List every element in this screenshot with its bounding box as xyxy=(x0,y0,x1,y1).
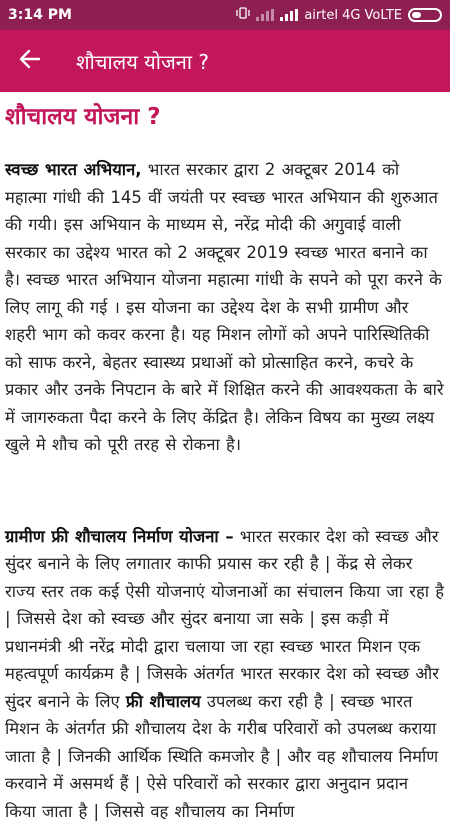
paragraph-lead: ग्रामीण फ्री शौचालय निर्माण योजना – xyxy=(5,527,234,546)
arrow-left-icon xyxy=(19,49,41,73)
app-bar xyxy=(0,30,450,92)
paragraph-lead: स्वच्छ भारत अभियान, xyxy=(5,160,142,179)
status-bar xyxy=(0,0,450,30)
battery-icon xyxy=(408,8,442,22)
paragraph-swachh-bharat xyxy=(5,156,444,459)
vibrate-icon xyxy=(236,7,250,23)
signal-sim2-icon xyxy=(280,9,298,21)
article-title: शौचालय योजना ? xyxy=(5,100,444,134)
carrier-label: airtel 4G VoLTE xyxy=(304,8,402,23)
page-title: शौचालय योजना ? xyxy=(76,48,209,75)
signal-sim1-icon xyxy=(256,9,274,21)
paragraph-bold-term: फ्री शौचालय xyxy=(126,692,201,711)
paragraph-body: भारत सरकार देश को स्वच्छ और सुंदर बनाने के लिए लगातार काफी प्रयास कर रही है | केंद्र से लेकर राज्य स्तर तक कई ऐसी योजनाएं योजनाओं का संचालन किया जा रहा है | जिससे देश को स्वच्छ और सुंदर बनाया जा सके | इस कड़ी में प्रधानमंत्री श्री नरेंद्र मोदी द्वारा चलाया जा रहा स्वच्छ भारत मिशन एक महत्वपूर्ण कार्यक्रम है | जिसके अंतर्गत भारत सरकार देश को स्वच्छ और सुंदर बनाने के लिए xyxy=(5,527,444,711)
paragraph-body: भारत सरकार द्वारा 2 अक्टूबर 2014 को महात्मा गांधी की 145 वीं जयंती पर स्वच्छ भारत अभियान की शुरुआत की गयी। इस अभियान के माध्यम से, नरेंद्र मोदी की अगुवाई वाली सरकार का उद्देश्य भारत को 2 अक्टूबर 2019 स्वच्छ भारत बनाने का है। स्वच्छ भारत अभियान योजना महात्मा गांधी के सपने को पूरा करने के लिए लागू की गई । इस योजना का उद्देश्य देश के सभी ग्रामीण और शहरी भाग को कवर करना है। यह मिशन लोगों को अपने पारिस्थितिकी को साफ करने, बेहतर स्वास्थ्य प्रथाओं को प्रोत्साहित करने, कचरे के प्रकार और उनके निपटान के बारे में शिक्षित करने की आवश्यकता के बारे में जागरुकता पैदा करने के लिए केंद्रित है। लेकिन विषय का मुख्य लक्ष्य खुले मे शौच को पूरी तरह से रोकना है। xyxy=(5,160,444,454)
status-time: 3:14 PM xyxy=(8,7,72,23)
back-button[interactable] xyxy=(0,30,60,92)
status-icons xyxy=(236,7,442,23)
spacer xyxy=(5,459,444,523)
paragraph-free-toilet-scheme xyxy=(5,523,444,825)
article-content[interactable] xyxy=(0,92,450,800)
paragraph-body: उपलब्ध करा रही है | स्वच्छ भारत मिशन के अंतर्गत फ्री शौचालय देश के गरीब परिवारों को उपलब्ध कराया जाता है | जिनकी आर्थिक स्थिति कमजोर है | और वह शौचालय निर्माण करवाने में असमर्थ हैं | ऐसे परिवारों को सरकार द्वारा अनुदान प्रदान किया जाता है | जिससे वह शौचालय का निर्माण xyxy=(5,692,438,821)
